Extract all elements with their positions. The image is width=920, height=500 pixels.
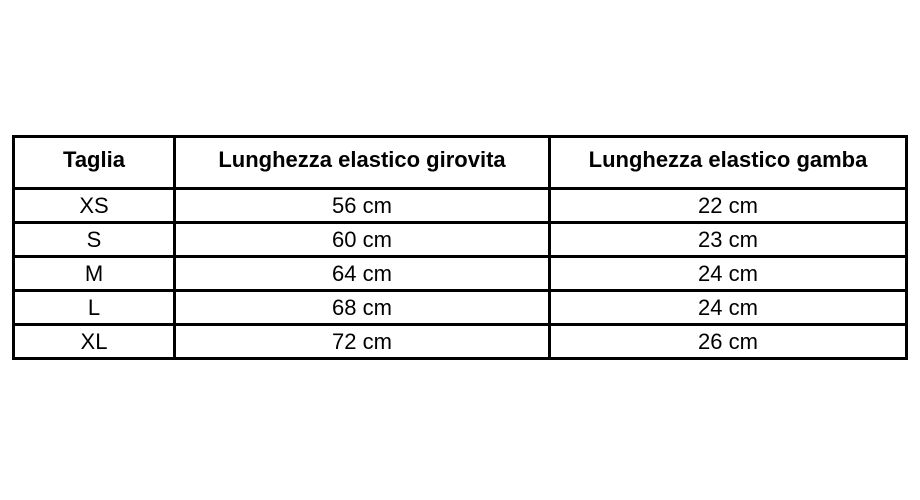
leg-elastic-cell: 24 cm — [550, 257, 907, 291]
waist-elastic-cell: 68 cm — [175, 291, 550, 325]
size-cell: S — [14, 223, 175, 257]
size-chart-table — [12, 135, 908, 360]
leg-elastic-cell: 22 cm — [550, 189, 907, 223]
table-row — [14, 189, 907, 223]
leg-elastic-cell: 24 cm — [550, 291, 907, 325]
size-cell: M — [14, 257, 175, 291]
waist-elastic-cell: 56 cm — [175, 189, 550, 223]
leg-elastic-cell: 26 cm — [550, 325, 907, 359]
header-size: Taglia — [14, 137, 175, 189]
waist-elastic-cell: 64 cm — [175, 257, 550, 291]
size-cell: XS — [14, 189, 175, 223]
leg-elastic-cell: 23 cm — [550, 223, 907, 257]
table-header — [14, 137, 907, 189]
size-cell: XL — [14, 325, 175, 359]
size-cell: L — [14, 291, 175, 325]
table-row — [14, 325, 907, 359]
header-waist-elastic-length: Lunghezza elastico girovita — [175, 137, 550, 189]
header-row — [14, 137, 907, 189]
table-body — [14, 189, 907, 359]
table-row — [14, 223, 907, 257]
header-leg-elastic-length: Lunghezza elastico gamba — [550, 137, 907, 189]
table-row — [14, 291, 907, 325]
table-row — [14, 257, 907, 291]
waist-elastic-cell: 60 cm — [175, 223, 550, 257]
waist-elastic-cell: 72 cm — [175, 325, 550, 359]
